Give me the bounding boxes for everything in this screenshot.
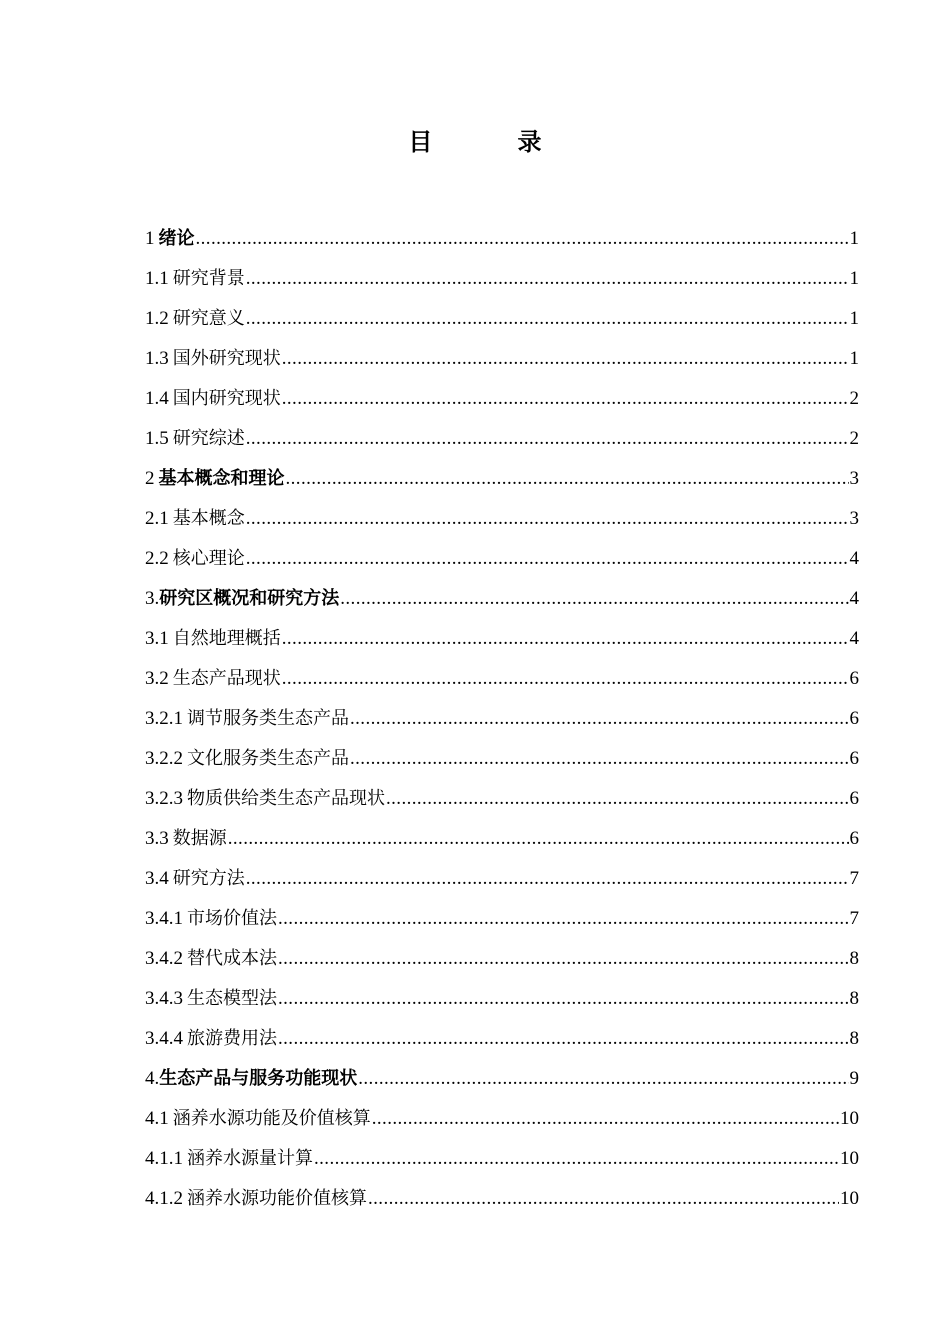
toc-entry-number: 3.1	[145, 628, 169, 649]
toc-entry-page-number: 8	[849, 988, 859, 1009]
toc-leader-dots	[314, 1139, 839, 1179]
toc-entry-label: 核心理论	[172, 548, 245, 569]
toc-entry-label: 调节服务类生态产品	[187, 708, 349, 729]
toc-entry[interactable]	[145, 339, 859, 379]
toc-entry-page-number: 9	[849, 1068, 859, 1089]
toc-entry[interactable]	[145, 899, 859, 939]
toc-entry-label: 国外研究现状	[172, 348, 281, 369]
toc-entry-number: 1.2	[145, 308, 169, 329]
toc-entry-number: 1.3	[145, 348, 169, 369]
toc-entry-number: 4.	[145, 1068, 160, 1089]
toc-entry-page-number: 2	[849, 388, 859, 409]
toc-entry[interactable]	[145, 939, 859, 979]
toc-entry-page-number: 6	[849, 708, 859, 729]
toc-entry-label: 文化服务类生态产品	[187, 748, 349, 769]
toc-entry-number: 3.4.2	[145, 948, 183, 969]
toc-leader-dots	[350, 739, 849, 779]
toc-entry[interactable]	[145, 499, 859, 539]
toc-entry-number: 2.1	[145, 508, 169, 529]
toc-entry-label: 国内研究现状	[172, 388, 281, 409]
toc-leader-dots	[246, 259, 849, 299]
toc-entry-number: 1.4	[145, 388, 169, 409]
toc-leader-dots	[246, 419, 849, 459]
toc-entry[interactable]	[145, 859, 859, 899]
toc-entry-label: 绪论	[158, 228, 195, 249]
toc-entry-page-number: 10	[840, 1108, 859, 1129]
toc-entry-page-number: 10	[840, 1188, 859, 1209]
toc-entry[interactable]	[145, 699, 859, 739]
toc-entry-number: 3.2.3	[145, 788, 183, 809]
toc-entry-number: 3.2.1	[145, 708, 183, 729]
toc-entry[interactable]	[145, 739, 859, 779]
toc-entry-number: 2.2	[145, 548, 169, 569]
toc-leader-dots	[278, 979, 849, 1019]
toc-entry[interactable]	[145, 379, 859, 419]
toc-entry-label: 涵养水源功能及价值核算	[172, 1108, 371, 1129]
toc-entry-label: 基本概念	[172, 508, 245, 529]
toc-leader-dots	[282, 339, 849, 379]
toc-entry-label: 研究方法	[172, 868, 245, 889]
toc-entry-page-number: 6	[849, 668, 859, 689]
toc-leader-dots	[286, 459, 849, 499]
toc-entry-number: 3.4.4	[145, 1028, 183, 1049]
toc-entry-label: 市场价值法	[187, 908, 277, 929]
toc-entry-label: 基本概念和理论	[158, 468, 285, 489]
toc-entry-label: 生态产品与服务功能现状	[159, 1068, 358, 1089]
toc-leader-dots	[246, 299, 849, 339]
toc-entry-page-number: 8	[849, 1028, 859, 1049]
toc-entry-page-number: 1	[849, 308, 859, 329]
toc-entry-label: 旅游费用法	[187, 1028, 277, 1049]
toc-entry-number: 4.1.2	[145, 1188, 183, 1209]
toc-leader-dots	[386, 779, 849, 819]
toc-entry-number: 3.4.1	[145, 908, 183, 929]
toc-entry-page-number: 4	[849, 588, 859, 609]
toc-entry[interactable]	[145, 259, 859, 299]
toc-leader-dots	[372, 1099, 839, 1139]
toc-entry[interactable]	[145, 459, 859, 499]
toc-entry-page-number: 6	[849, 788, 859, 809]
toc-leader-dots	[278, 1019, 849, 1059]
toc-entry[interactable]	[145, 659, 859, 699]
toc-leader-dots	[368, 1179, 839, 1219]
toc-leader-dots	[282, 659, 849, 699]
toc-entry-page-number: 6	[849, 748, 859, 769]
toc-entry-number: 3.4.3	[145, 988, 183, 1009]
toc-entry[interactable]	[145, 819, 859, 859]
toc-entry-number: 1.1	[145, 268, 169, 289]
toc-entry[interactable]	[145, 299, 859, 339]
toc-leader-dots	[358, 1059, 848, 1099]
toc-entry-number: 1.5	[145, 428, 169, 449]
toc-entry-number: 3.	[145, 588, 160, 609]
toc-entry-number: 4.1	[145, 1108, 169, 1129]
toc-entry[interactable]	[145, 219, 859, 259]
toc-entry-number: 3.2	[145, 668, 169, 689]
toc-entry[interactable]	[145, 619, 859, 659]
toc-entry-label: 数据源	[172, 828, 227, 849]
toc-entry-page-number: 4	[849, 548, 859, 569]
toc-entry-label: 研究背景	[172, 268, 245, 289]
toc-entry-page-number: 4	[849, 628, 859, 649]
toc-entry[interactable]	[145, 1019, 859, 1059]
toc-leader-dots	[278, 939, 849, 979]
toc-entry-page-number: 6	[849, 828, 859, 849]
toc-entry[interactable]	[145, 1099, 859, 1139]
toc-entry-page-number: 8	[849, 948, 859, 969]
toc-entry-page-number: 10	[840, 1148, 859, 1169]
toc-leader-dots	[196, 219, 849, 259]
toc-leader-dots	[246, 499, 849, 539]
toc-entry[interactable]	[145, 1139, 859, 1179]
toc-entry[interactable]	[145, 1179, 859, 1219]
toc-leader-dots	[350, 699, 849, 739]
toc-entry-label: 研究区概况和研究方法	[159, 588, 340, 609]
toc-entry-page-number: 2	[849, 428, 859, 449]
toc-entry-page-number: 1	[849, 348, 859, 369]
page-title: 目 录	[408, 128, 580, 156]
toc-entry-label: 生态产品现状	[172, 668, 281, 689]
toc-leader-dots	[282, 379, 849, 419]
toc-entry[interactable]	[145, 419, 859, 459]
toc-leader-dots	[340, 579, 848, 619]
toc-leader-dots	[278, 899, 849, 939]
toc-entry-page-number: 3	[849, 468, 859, 489]
toc-entry[interactable]	[145, 979, 859, 1019]
toc-entry-number: 3.4	[145, 868, 169, 889]
toc-entry-page-number: 3	[849, 508, 859, 529]
toc-entry-page-number: 7	[849, 908, 859, 929]
toc-entry-number: 1	[145, 228, 155, 249]
toc-entry-label: 物质供给类生态产品现状	[187, 788, 385, 809]
toc-entry-label: 替代成本法	[187, 948, 277, 969]
toc-entry[interactable]	[145, 779, 859, 819]
toc-entry-label: 自然地理概括	[172, 628, 281, 649]
toc-entry-label: 研究意义	[172, 308, 245, 329]
table-of-contents	[145, 219, 859, 1219]
toc-entry[interactable]	[145, 1059, 859, 1099]
toc-entry-label: 研究综述	[172, 428, 245, 449]
toc-leader-dots	[282, 619, 849, 659]
toc-entry-label: 涵养水源功能价值核算	[187, 1188, 367, 1209]
toc-leader-dots	[228, 819, 849, 859]
toc-entry-number: 3.3	[145, 828, 169, 849]
toc-entry-number: 2	[145, 468, 155, 489]
toc-entry[interactable]	[145, 579, 859, 619]
toc-entry-page-number: 1	[849, 268, 859, 289]
toc-entry[interactable]	[145, 539, 859, 579]
toc-entry-number: 4.1.1	[145, 1148, 183, 1169]
toc-entry-number: 3.2.2	[145, 748, 183, 769]
toc-leader-dots	[246, 859, 849, 899]
toc-entry-page-number: 1	[849, 228, 859, 249]
toc-entry-label: 生态模型法	[187, 988, 277, 1009]
toc-leader-dots	[246, 539, 849, 579]
toc-entry-label: 涵养水源量计算	[187, 1148, 313, 1169]
toc-entry-page-number: 7	[849, 868, 859, 889]
